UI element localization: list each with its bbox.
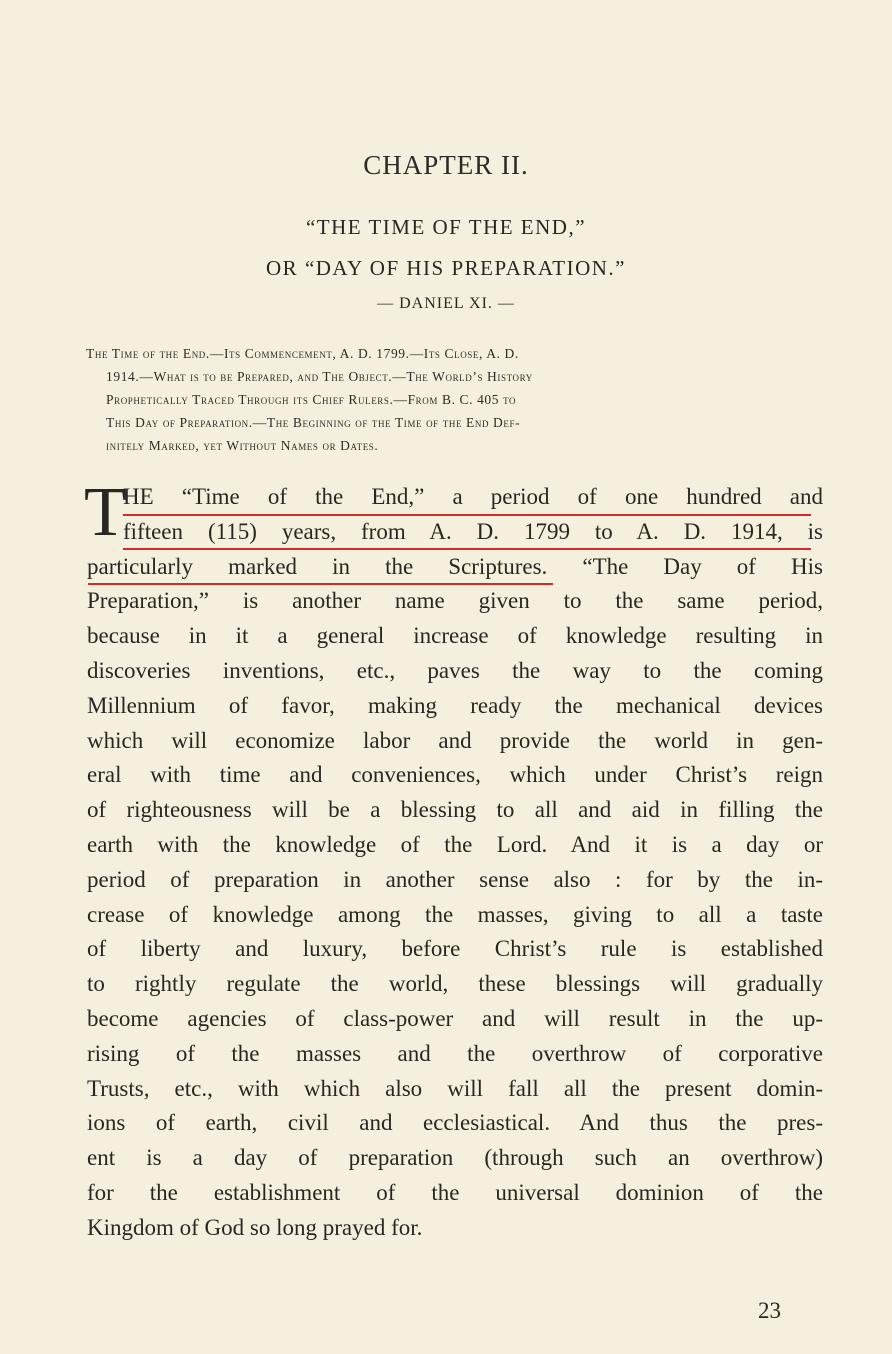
body-line: discoveries inventions, etc., paves the way to the coming [87,657,823,683]
body-line: ions of earth, civil and ecclesiastical. And thus the pres- [87,1110,823,1136]
body-line: Trusts, etc., with which also will fall all the present domin- [87,1075,823,1101]
body-line: which will economize labor and provide the world in gen- [87,727,823,753]
body-line: particularly marked in the Scriptures. “The Day of His [87,553,823,579]
body-line: of liberty and luxury, before Christ’s rule is established [87,936,823,962]
body-line: fifteen (115) years, from A. D. 1799 to A. D. 1914, is [123,518,823,544]
body-line: Kingdom of God so long prayed for. [87,1214,423,1240]
summary-line: This Day of Preparation.—The Beginning of the Time of the End Def- [106,415,521,430]
summary-line: Prophetically Traced Through its Chief Rulers.—From B. C. 405 to [106,392,517,407]
chapter-title-line-2: OR “DAY OF HIS PREPARATION.” [266,256,626,280]
body-line: period of preparation in another sense also : for by the in- [87,866,823,892]
summary-line: 1914.—What is to be Prepared, and The Object.—The World’s History [106,369,533,384]
body-line: for the establishment of the universal dominion of the [87,1179,823,1205]
summary-line: The Time of the End.—Its Commencement, A. D. 1799.—Its Close, A. D. [86,346,519,361]
body-line: Millennium of favor, making ready the mechanical devices [87,692,823,718]
summary-line: initely Marked, yet Without Names or Dates. [106,438,379,453]
body-line: HE “Time of the End,” a period of one hundred and [123,484,823,509]
page-number: 23 [758,1298,781,1323]
body-line: earth with the knowledge of the Lord. And it is a day or [87,831,823,857]
drop-cap: T [84,474,127,551]
body-line: crease of knowledge among the masses, giving to all a taste [87,901,823,927]
body-line: become agencies of class-power and will result in the up- [87,1005,823,1031]
body-line: ent is a day of preparation (through such an overthrow) [87,1145,823,1171]
body-paragraph [84,474,823,1246]
scripture-reference: — DANIEL XI. — [377,295,515,312]
body-line: eral with time and conveniences, which under Christ’s reign [87,762,823,788]
chapter-title-line-1: “THE TIME OF THE END,” [305,215,587,239]
body-line: Preparation,” is another name given to the same period, [87,588,823,614]
chapter-heading: CHAPTER II. [363,150,529,180]
body-line: of righteousness will be a blessing to all and aid in filling the [87,797,823,823]
body-line: because in it a general increase of knowledge resulting in [87,623,823,649]
body-line: to rightly regulate the world, these blessings will gradually [87,971,823,997]
chapter-summary [86,342,816,457]
body-line: rising of the masses and the overthrow of corporative [87,1040,823,1066]
